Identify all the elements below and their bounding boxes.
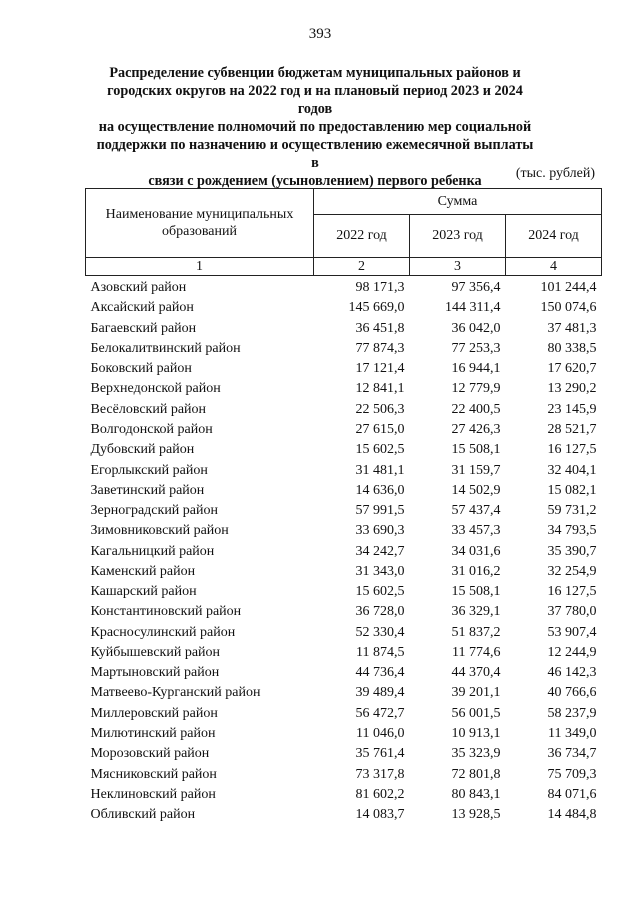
table-row <box>86 319 602 339</box>
table-row <box>86 623 602 643</box>
amount-2024: 23 145,9 <box>547 401 597 417</box>
municipality-name: Константиновский район <box>90 604 242 620</box>
amount-2024: 75 709,3 <box>547 766 597 782</box>
table-body <box>86 276 602 826</box>
amount-2024: 53 907,4 <box>547 624 597 640</box>
title-line: Распределение субвенции бюджетам муниципальных районов и <box>109 65 521 81</box>
municipality-name: Боковский район <box>90 361 192 377</box>
amount-2022: 56 472,7 <box>355 705 405 721</box>
title-line: связи с рождением (усыновлением) первого ребенка <box>148 173 482 189</box>
amount-2022: 34 242,7 <box>355 543 405 559</box>
amount-2022: 31 481,1 <box>355 462 405 478</box>
municipality-name: Милютинский район <box>90 725 216 741</box>
table-row <box>86 400 602 420</box>
amount-2022: 17 121,4 <box>355 361 405 377</box>
table-row <box>86 602 602 622</box>
table-row <box>86 541 602 561</box>
municipality-name: Красносулинский район <box>90 624 236 640</box>
amount-2022: 44 736,4 <box>355 665 405 681</box>
title-line: поддержки по назначению и осуществлению ежемесячной выплаты в <box>96 137 534 171</box>
column-number: 1 <box>86 258 314 276</box>
amount-2024: 150 074,6 <box>540 300 597 316</box>
document-title <box>95 64 535 190</box>
amount-2024: 16 127,5 <box>547 584 597 600</box>
amount-2024: 32 404,1 <box>547 462 597 478</box>
amount-2022: 11 046,0 <box>356 725 405 741</box>
amount-2023: 36 329,1 <box>451 604 501 620</box>
amount-2022: 33 690,3 <box>355 523 405 539</box>
amount-2024: 84 071,6 <box>547 786 597 802</box>
municipality-name: Миллеровский район <box>90 705 218 721</box>
amount-2022: 145 669,0 <box>348 300 405 316</box>
header-year-2022: 2022 год <box>314 215 410 258</box>
amount-2023: 44 370,4 <box>451 665 501 681</box>
municipality-name: Заветинский район <box>90 482 205 498</box>
amount-2024: 46 142,3 <box>547 665 597 681</box>
budget-table <box>85 188 602 825</box>
amount-2024: 13 290,2 <box>547 381 597 397</box>
amount-2023: 16 944,1 <box>451 361 501 377</box>
header-sum: Сумма <box>314 189 602 215</box>
table-row <box>86 724 602 744</box>
amount-2023: 33 457,3 <box>451 523 501 539</box>
municipality-name: Зерноградский район <box>90 503 218 519</box>
amount-2023: 51 837,2 <box>451 624 501 640</box>
amount-2022: 22 506,3 <box>355 401 405 417</box>
amount-2023: 22 400,5 <box>451 401 501 417</box>
municipality-name: Мясниковский район <box>90 766 217 782</box>
amount-2024: 32 254,9 <box>547 563 597 579</box>
units-note: (тыс. рублей) <box>515 166 595 181</box>
amount-2023: 77 253,3 <box>451 340 501 356</box>
municipality-name: Белокалитвинский район <box>90 340 241 356</box>
municipality-name: Волгодонской район <box>90 421 213 437</box>
amount-2022: 11 874,5 <box>356 644 405 660</box>
municipality-name: Верхнедонской район <box>90 381 221 397</box>
column-number: 2 <box>314 258 410 276</box>
table-row <box>86 785 602 805</box>
table-row <box>86 683 602 703</box>
municipality-name: Егорлыкский район <box>90 462 208 478</box>
amount-2024: 37 780,0 <box>547 604 597 620</box>
amount-2023: 97 356,4 <box>451 280 501 296</box>
amount-2024: 59 731,2 <box>547 503 597 519</box>
table-row <box>86 582 602 602</box>
municipality-name: Матвеево-Курганский район <box>90 685 261 701</box>
municipality-name: Весёловский район <box>90 401 207 417</box>
amount-2023: 56 001,5 <box>451 705 501 721</box>
amount-2023: 144 311,4 <box>445 300 501 316</box>
header-year-2024: 2024 год <box>506 215 602 258</box>
amount-2023: 34 031,6 <box>451 543 501 559</box>
title-line: городских округов на 2022 год и на плановый период 2023 и 2024 годов <box>107 83 523 117</box>
table-row <box>86 521 602 541</box>
amount-2023: 35 323,9 <box>451 746 501 762</box>
table-row <box>86 298 602 318</box>
amount-2023: 13 928,5 <box>451 807 501 823</box>
amount-2024: 17 620,7 <box>547 361 597 377</box>
table-row <box>86 744 602 764</box>
municipality-name: Кагальницкий район <box>90 543 215 559</box>
municipality-name: Куйбышевский район <box>90 644 221 660</box>
table-row <box>86 663 602 683</box>
municipality-name: Аксайский район <box>90 300 194 316</box>
amount-2024: 58 237,9 <box>547 705 597 721</box>
table-row <box>86 501 602 521</box>
municipality-name: Зимовниковский район <box>90 523 229 539</box>
amount-2023: 36 042,0 <box>451 320 501 336</box>
table-row <box>86 481 602 501</box>
municipality-name: Кашарский район <box>90 584 197 600</box>
municipality-name: Багаевский район <box>90 320 197 336</box>
amount-2022: 77 874,3 <box>355 340 405 356</box>
amount-2022: 73 317,8 <box>355 766 405 782</box>
table-row <box>86 460 602 480</box>
municipality-name: Мартыновский район <box>90 665 220 681</box>
table-row <box>86 805 602 825</box>
amount-2024: 12 244,9 <box>547 644 597 660</box>
amount-2024: 36 734,7 <box>547 746 597 762</box>
table-row <box>86 643 602 663</box>
table-row <box>86 764 602 784</box>
table-row <box>86 704 602 724</box>
header-name: Наименование муниципальных образований <box>86 189 314 258</box>
amount-2022: 27 615,0 <box>355 421 405 437</box>
amount-2023: 57 437,4 <box>451 503 501 519</box>
amount-2024: 11 349,0 <box>548 725 597 741</box>
amount-2022: 14 083,7 <box>355 807 405 823</box>
amount-2022: 36 451,8 <box>355 320 405 336</box>
table-row <box>86 359 602 379</box>
amount-2024: 15 082,1 <box>547 482 597 498</box>
municipality-name: Обливский район <box>90 807 196 823</box>
municipality-name: Неклиновский район <box>90 786 216 802</box>
amount-2022: 39 489,4 <box>355 685 405 701</box>
amount-2022: 57 991,5 <box>355 503 405 519</box>
municipality-name: Каменский район <box>90 563 196 579</box>
amount-2024: 14 484,8 <box>547 807 597 823</box>
amount-2023: 14 502,9 <box>451 482 501 498</box>
amount-2023: 31 159,7 <box>451 462 501 478</box>
amount-2023: 39 201,1 <box>451 685 501 701</box>
municipality-name: Морозовский район <box>90 746 210 762</box>
amount-2022: 36 728,0 <box>355 604 405 620</box>
amount-2023: 80 843,1 <box>451 786 501 802</box>
amount-2022: 52 330,4 <box>355 624 405 640</box>
header-year-2023: 2023 год <box>410 215 506 258</box>
amount-2024: 35 390,7 <box>547 543 597 559</box>
amount-2022: 31 343,0 <box>355 563 405 579</box>
amount-2023: 10 913,1 <box>451 725 501 741</box>
amount-2022: 15 602,5 <box>355 442 405 458</box>
column-number: 3 <box>410 258 506 276</box>
amount-2023: 12 779,9 <box>451 381 501 397</box>
table-row <box>86 562 602 582</box>
amount-2024: 80 338,5 <box>547 340 597 356</box>
amount-2024: 101 244,4 <box>540 280 597 296</box>
amount-2023: 15 508,1 <box>451 442 501 458</box>
table-row <box>86 420 602 440</box>
amount-2024: 37 481,3 <box>547 320 597 336</box>
amount-2023: 72 801,8 <box>451 766 501 782</box>
amount-2022: 14 636,0 <box>355 482 405 498</box>
amount-2024: 28 521,7 <box>547 421 597 437</box>
municipality-name: Дубовский район <box>90 442 195 458</box>
amount-2022: 35 761,4 <box>355 746 405 762</box>
amount-2023: 15 508,1 <box>451 584 501 600</box>
municipality-name: Азовский район <box>90 280 187 296</box>
amount-2022: 98 171,3 <box>355 280 405 296</box>
table-row <box>86 339 602 359</box>
page-number: 393 <box>308 26 332 42</box>
amount-2023: 11 774,6 <box>452 644 501 660</box>
table-row <box>86 276 602 299</box>
amount-2023: 27 426,3 <box>451 421 501 437</box>
amount-2023: 31 016,2 <box>451 563 501 579</box>
amount-2024: 34 793,5 <box>547 523 597 539</box>
amount-2024: 40 766,6 <box>547 685 597 701</box>
table-header <box>86 189 602 276</box>
table-row <box>86 379 602 399</box>
amount-2024: 16 127,5 <box>547 442 597 458</box>
amount-2022: 81 602,2 <box>355 786 405 802</box>
amount-2022: 12 841,1 <box>355 381 405 397</box>
table-row <box>86 440 602 460</box>
title-line: на осуществление полномочий по предоставлению мер социальной <box>98 119 532 135</box>
column-number: 4 <box>506 258 602 276</box>
amount-2022: 15 602,5 <box>355 584 405 600</box>
